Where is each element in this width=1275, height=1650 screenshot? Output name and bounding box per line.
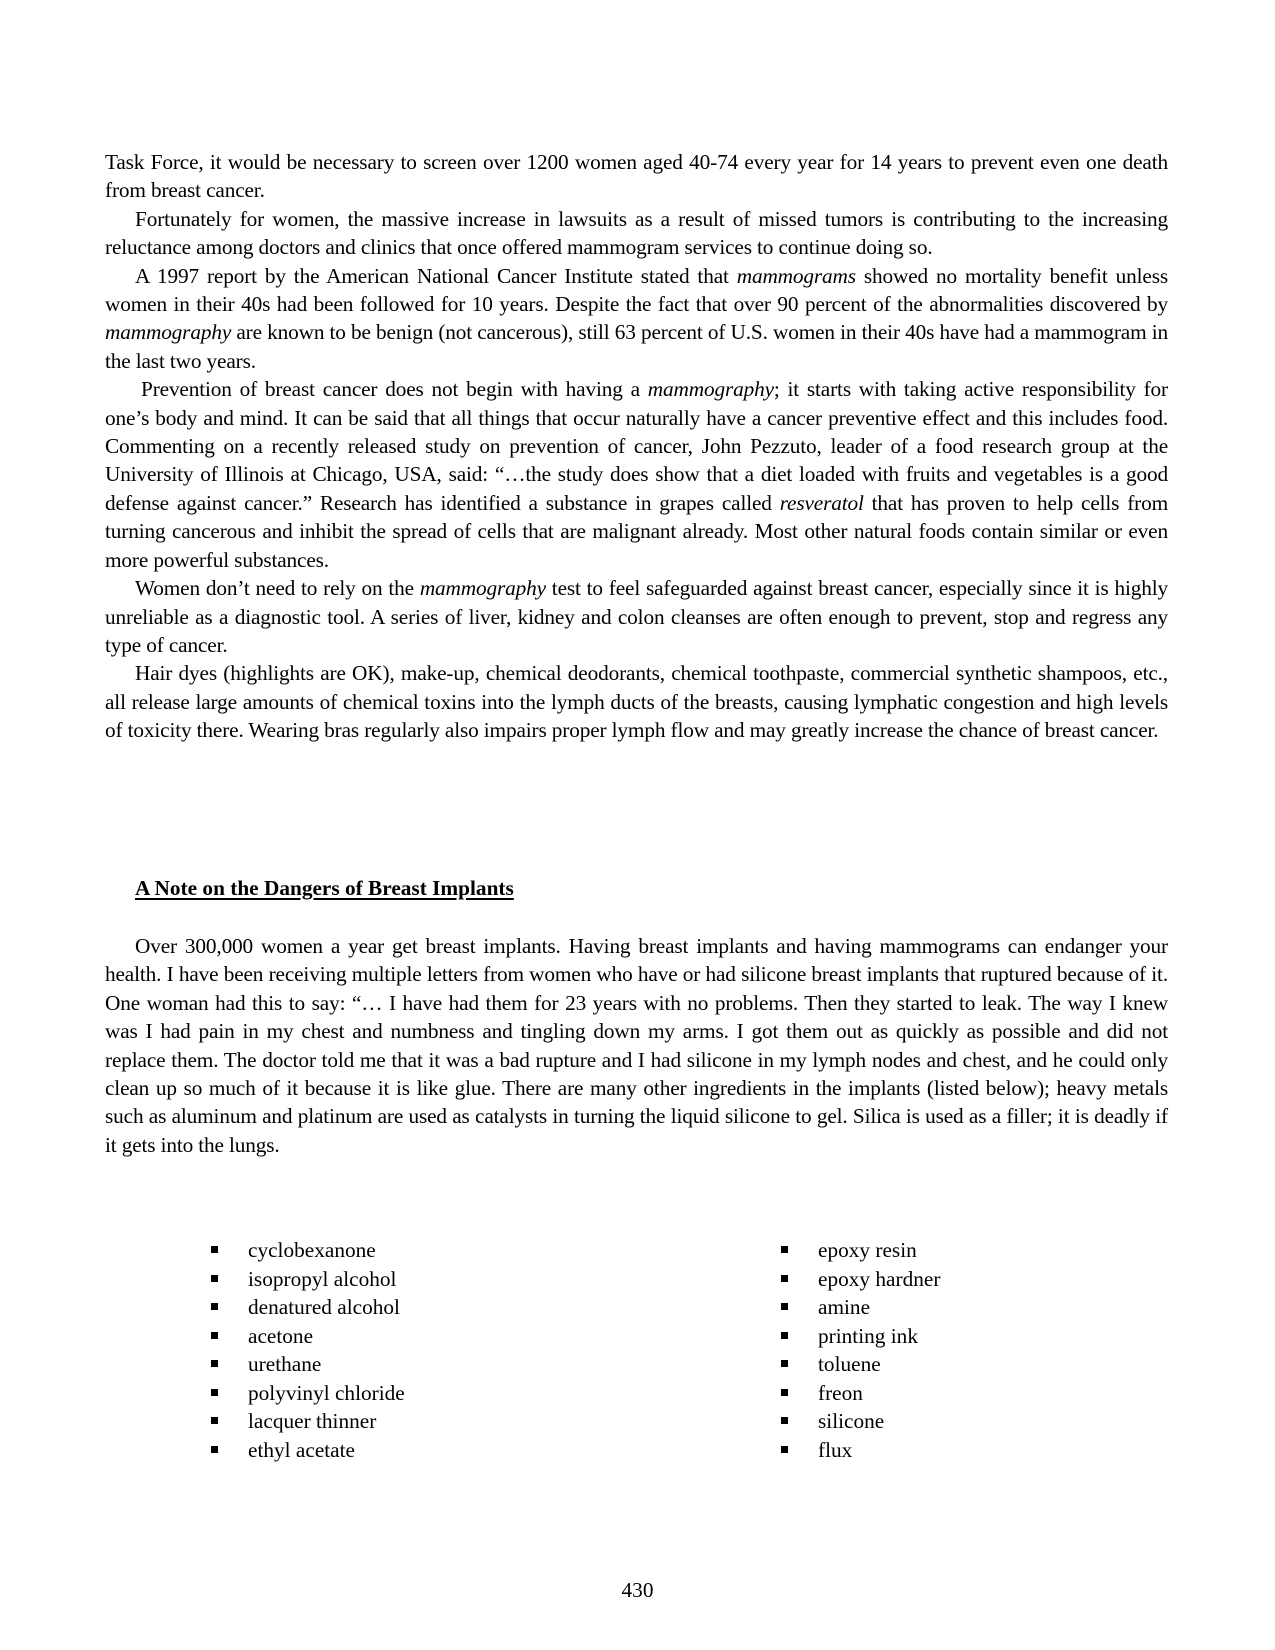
ingredients-list-left	[211, 1236, 405, 1464]
italic-term: resveratol	[779, 490, 864, 515]
italic-term: mammograms	[736, 263, 856, 288]
square-bullet-icon	[781, 1446, 788, 1453]
list-item-text: epoxy hardner	[818, 1266, 941, 1291]
square-bullet-icon	[781, 1389, 788, 1396]
list-item-text: polyvinyl chloride	[248, 1380, 405, 1405]
list-item	[781, 1322, 940, 1351]
list-item-text: acetone	[248, 1323, 314, 1348]
list-item-text: lacquer thinner	[248, 1409, 377, 1433]
list-item	[781, 1350, 940, 1379]
paragraph-nci-report	[105, 262, 1168, 376]
list-item	[211, 1293, 405, 1322]
list-item-text: flux	[818, 1437, 853, 1462]
list-item	[211, 1322, 405, 1351]
square-bullet-icon	[211, 1332, 218, 1339]
paragraph-implants: Over 300,000 women a year get breast implants. Having breast implants and having mammograms can endanger your health. I have been receiving multiple letters from women who have or had silicone breast implants that ruptured because of it. One woman had this to say: “… I have had them for 23 years with no problems. Then they started to leak. The way I knew was I had pain in my chest and numbness and tingling down my arms. I got them out as quickly as possible and did not replace them. The doctor told me that it was a bad rupture and I had silicone in my lymph nodes and chest, and he could only clean up so much of it because it is like glue. There are many other ingredients in the implants (listed below); heavy metals such as aluminum and platinum are used as catalysts in turning the liquid silicone to gel. Silica is used as a filler; it is deadly if it gets into the lungs.	[105, 934, 1168, 1157]
square-bullet-icon	[781, 1332, 788, 1339]
square-bullet-icon	[781, 1303, 788, 1310]
list-item-text: toluene	[818, 1352, 881, 1376]
paragraph-text: Task Force, it would be necessary to screen over 1200 women aged 40-74 every year for 14 years to prevent even one death from breast cancer.	[105, 150, 1168, 203]
square-bullet-icon	[211, 1389, 218, 1396]
paragraph-text: Women don’t need to rely on the	[135, 576, 420, 601]
square-bullet-icon	[211, 1360, 218, 1367]
square-bullet-icon	[211, 1275, 218, 1282]
section-body-text	[105, 148, 1168, 745]
list-item-text: silicone	[818, 1409, 885, 1433]
paragraph-text: A 1997 report by the American National Cancer Institute stated that	[135, 263, 737, 288]
paragraph-prevention	[105, 375, 1168, 574]
ingredients-list-right	[781, 1236, 940, 1464]
square-bullet-icon	[781, 1360, 788, 1367]
list-item	[781, 1436, 940, 1465]
list-item-text: denatured alcohol	[248, 1295, 400, 1319]
square-bullet-icon	[781, 1417, 788, 1424]
square-bullet-icon	[781, 1246, 788, 1253]
square-bullet-icon	[211, 1246, 218, 1253]
list-item	[781, 1293, 940, 1322]
italic-term: mammography	[647, 377, 774, 402]
list-item	[211, 1407, 405, 1436]
list-item-text: freon	[818, 1380, 863, 1405]
list-item	[211, 1436, 405, 1465]
square-bullet-icon	[781, 1275, 788, 1282]
list-item	[781, 1379, 940, 1408]
paragraph-text: test to feel safeguarded against breast cancer, especially since it is highly unreliable as a diagnostic tool. A series of liver, kidney and colon cleanses are often enough to prevent, stop and regress any type of cancer.	[105, 576, 1168, 657]
list-item	[781, 1407, 940, 1436]
list-item-text: epoxy resin	[818, 1238, 917, 1262]
square-bullet-icon	[211, 1446, 218, 1453]
list-item-text: isopropyl alcohol	[248, 1266, 397, 1291]
paragraph-safeguard	[105, 574, 1168, 659]
paragraph-task-force	[105, 148, 1168, 205]
page-number: 430	[621, 1578, 654, 1602]
square-bullet-icon	[211, 1303, 218, 1310]
italic-term: mammography	[419, 576, 546, 601]
section-heading: A Note on the Dangers of Breast Implants	[135, 876, 514, 900]
italic-term: mammography	[105, 320, 232, 345]
list-item	[211, 1379, 405, 1408]
paragraph-text: that has proven to help cells from turning cancerous and inhibit the spread of cells that are malignant already. Most other natural foods contain similar or even more powerful substances.	[105, 490, 1168, 572]
paragraph-text: Hair dyes (highlights are OK), make-up, chemical deodorants, chemical toothpaste, commercial synthetic shampoos, etc., all release large amounts of chemical toxins into the lymph ducts of the breasts, causing lymphatic congestion and high levels of toxicity there. Wearing bras regularly also impairs proper lymph flow and may greatly increase the chance of breast cancer.	[105, 661, 1168, 743]
list-item-text: amine	[818, 1295, 871, 1319]
list-item-text: ethyl acetate	[248, 1437, 356, 1462]
list-item	[211, 1350, 405, 1379]
paragraph-text: showed no mortality benefit unless women in their 40s had been followed for 10 years. Despite the fact that over 90 percent of the abnormalities discovered by	[105, 263, 1168, 317]
square-bullet-icon	[211, 1417, 218, 1424]
list-item	[781, 1236, 940, 1265]
list-item-text: printing ink	[818, 1323, 918, 1348]
paragraph-text: are known to be benign (not cancerous), still 63 percent of U.S. women in their 40s have had a mammogram in the last two years.	[105, 320, 1168, 373]
paragraph-text: Fortunately for women, the massive increase in lawsuits as a result of missed tumors is contributing to the increasing reluctance among doctors and clinics that once offered mammogram services to continue doing so.	[105, 206, 1168, 260]
paragraph-hair-dyes	[105, 659, 1168, 744]
implants-body-text	[105, 932, 1168, 1159]
list-item	[211, 1236, 405, 1265]
list-item	[781, 1265, 940, 1294]
list-item	[211, 1265, 405, 1294]
list-item-text: cyclobexanone	[248, 1238, 376, 1262]
list-item-text: urethane	[248, 1352, 322, 1376]
paragraph-text: ; it starts with taking active responsibility for one’s body and mind. It can be said that all things that occur naturally have a cancer preventive effect and this includes food. Commenting on a recently released study on prevention of cancer, John Pezzuto, leader of a food research group at the University of Illinois at Chicago, USA, said: “…the study does show that a diet loaded with fruits and vegetables is a good defense against cancer.” Research has identified a substance in grapes called	[105, 377, 1168, 515]
paragraph-text: Prevention of breast cancer does not begin with having a	[141, 377, 648, 402]
paragraph-lawsuits	[105, 205, 1168, 262]
